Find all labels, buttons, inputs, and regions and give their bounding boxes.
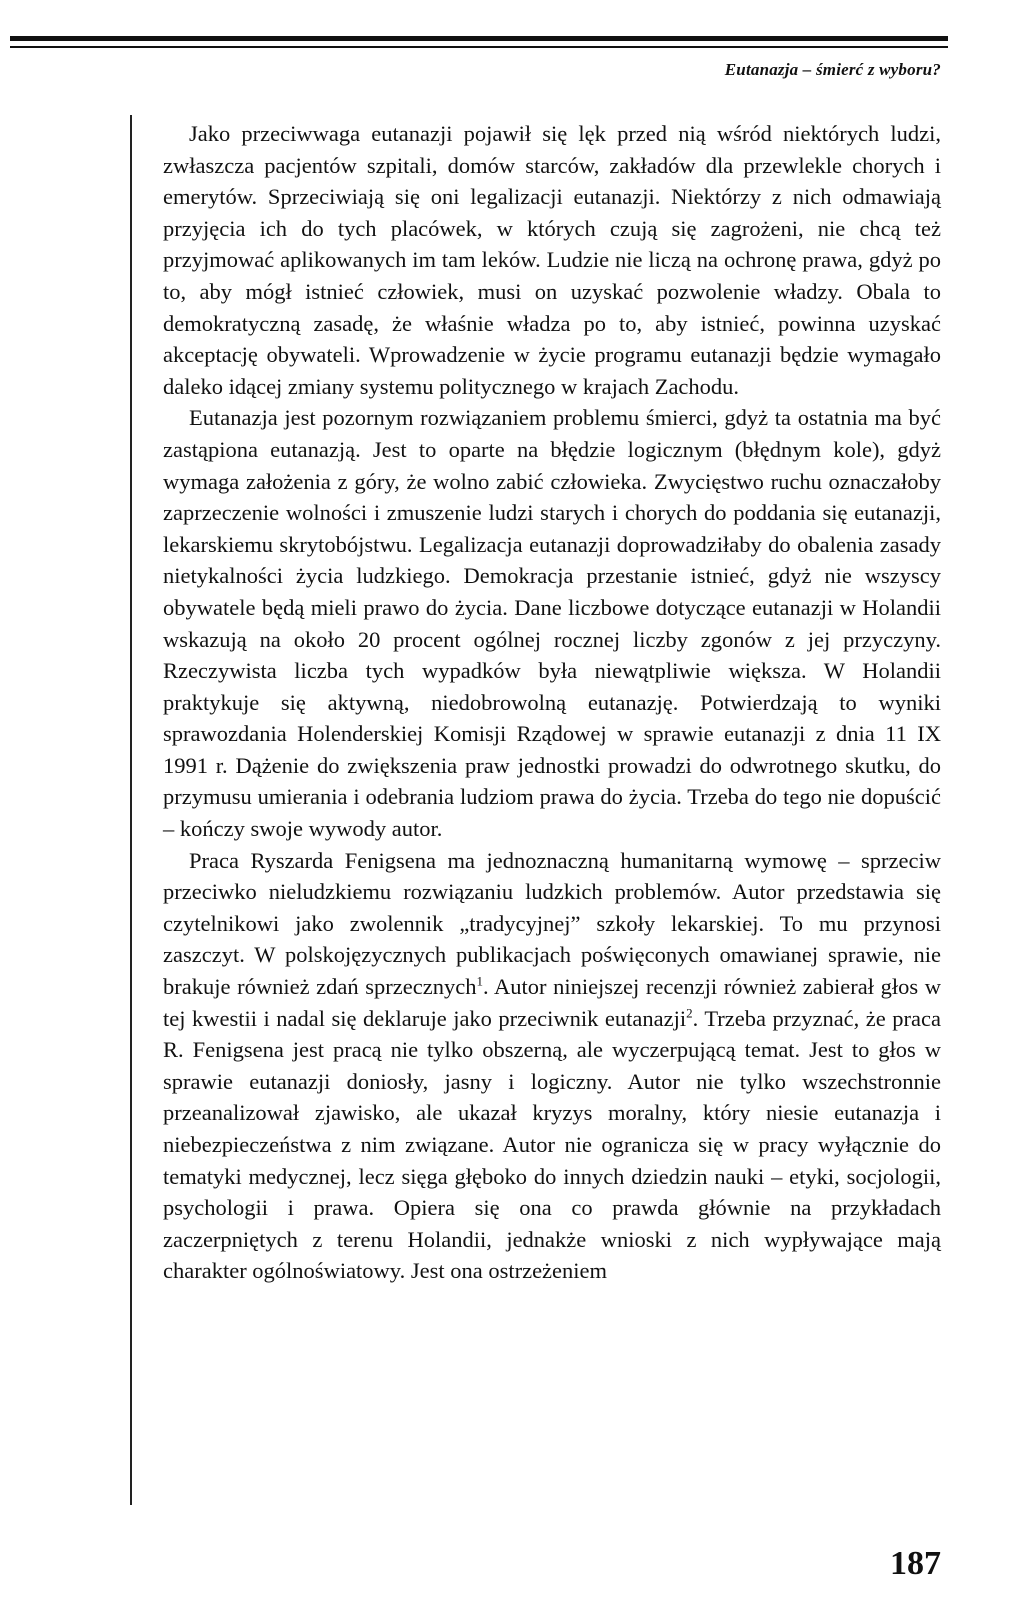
running-head-title: Eutanazja – śmierć z wyboru? — [724, 60, 941, 79]
header-rule-thick — [10, 36, 948, 41]
paragraph-1: Jako przeciwwaga eutanazji pojawił się lęk przed nią wśród niektórych ludzi, zwłaszcza pacjentów szpitali, domów starców, zakładów dla przewlekle chorych i emerytów. Sprzeciwiają się oni legalizacji eutanazji. Niektórzy z nich odmawiają przyjęcia ich do tych placówek, w których czują się zagrożeni, nie chcą też przyjmować aplikowanych im tam leków. Ludzie nie liczą na ochronę prawa, gdyż po to, aby mógł istnieć człowiek, musi on uzyskać pozwolenie władzy. Obala to demokratyczną zasadę, że właśnie władza po to, aby istnieć, powinna uzyskać akceptację obywateli. Wprowadzenie w życie programu eutanazji będzie wymagało daleko idącej zmiany systemu politycznego w krajach Zachodu. — [163, 121, 941, 399]
paragraph-3-part-2: . Autor niniejszej recenzji również zabierał głos w tej kwestii i nadal się deklaruje jako przeciwnik eutanazji — [163, 974, 941, 1031]
paragraph-3-part-1: Praca Ryszarda Fenigsena ma jednoznaczną humanitarną wymowę – sprzeciw przeciwko nieludzkiemu rozwiązaniu ludzkich problemów. Autor przedstawia się czytelnikowi jako zwolennik „tradycyjnej” szkoły lekarskiej. To mu przynosi zaszczyt. W polskojęzycznych publikacjach poświęconych omawianej sprawie, nie brakuje również zdań sprzecznych — [163, 847, 941, 1000]
footnote-ref-1: 1 — [476, 973, 483, 989]
header-rule-thin — [10, 46, 948, 48]
footnote-ref-2: 2 — [686, 1005, 693, 1021]
paragraph-2: Eutanazja jest pozornym rozwiązaniem problemu śmierci, gdyż ta ostatnia ma być zastąpiona eutanazją. Jest to oparte na błędzie logicznym (błędnym kole), gdyż wymaga założenia z góry, że wolno zabić człowieka. Zwycięstwo ruchu oznaczałoby zaprzeczenie wolności i zmuszenie ludzi starych i chorych do poddania się eutanazji, lekarskiemu skrytobójstwu. Legalizacja eutanazji doprowadziłaby do obalenia zasady nietykalności życia ludzkiego. Demokracja przestanie istnieć, gdyż nie wszyscy obywatele będą mieli prawo do życia. Dane liczbowe dotyczące eutanazji w Holandii wskazują na około 20 procent ogólnej rocznej liczby zgonów z jej przyczyny. Rzeczywista liczba tych wypadków była niewątpliwie większa. W Holandii praktykuje się aktywną, niedobrowolną eutanazję. Potwierdzają to wyniki sprawozdania Holenderskiej Komisji Rządowej w sprawie eutanazji z dnia 11 IX 1991 r. Dążenie do zwiększenia praw jednostki prowadzi do odwrotnego skutku, do przymusu umierania i odebrania ludziom prawa do życia. Trzeba do tego nie dopuścić – kończy swoje wywody autor. — [163, 405, 941, 842]
paragraph-3 — [163, 845, 941, 1287]
page-number: 187 — [890, 1545, 941, 1582]
body-text — [163, 118, 941, 1287]
margin-marker-line — [130, 115, 132, 1505]
paragraph-3-part-3: . Trzeba przyznać, że praca R. Fenigsena jest pracą nie tylko obszerną, ale wyczerpującą temat. Jest to głos w sprawie eutanazji doniosły, jasny i logiczny. Autor nie tylko wszechstronnie przeanalizował zjawisko, ale ukazał kryzys moralny, który niesie eutanazja i niebezpieczeństwa z nim związane. Autor nie ogranicza się w pracy wyłącznie do tematyki medycznej, lecz sięga głęboko do innych dziedzin nauki – etyki, socjologii, psychologii i prawa. Opiera się ona co prawda głównie na przykładach zaczerpniętych z terenu Holandii, jednakże wnioski z nich wypływające mają charakter ogólnoświatowy. Jest ona ostrzeżeniem — [163, 1005, 941, 1284]
